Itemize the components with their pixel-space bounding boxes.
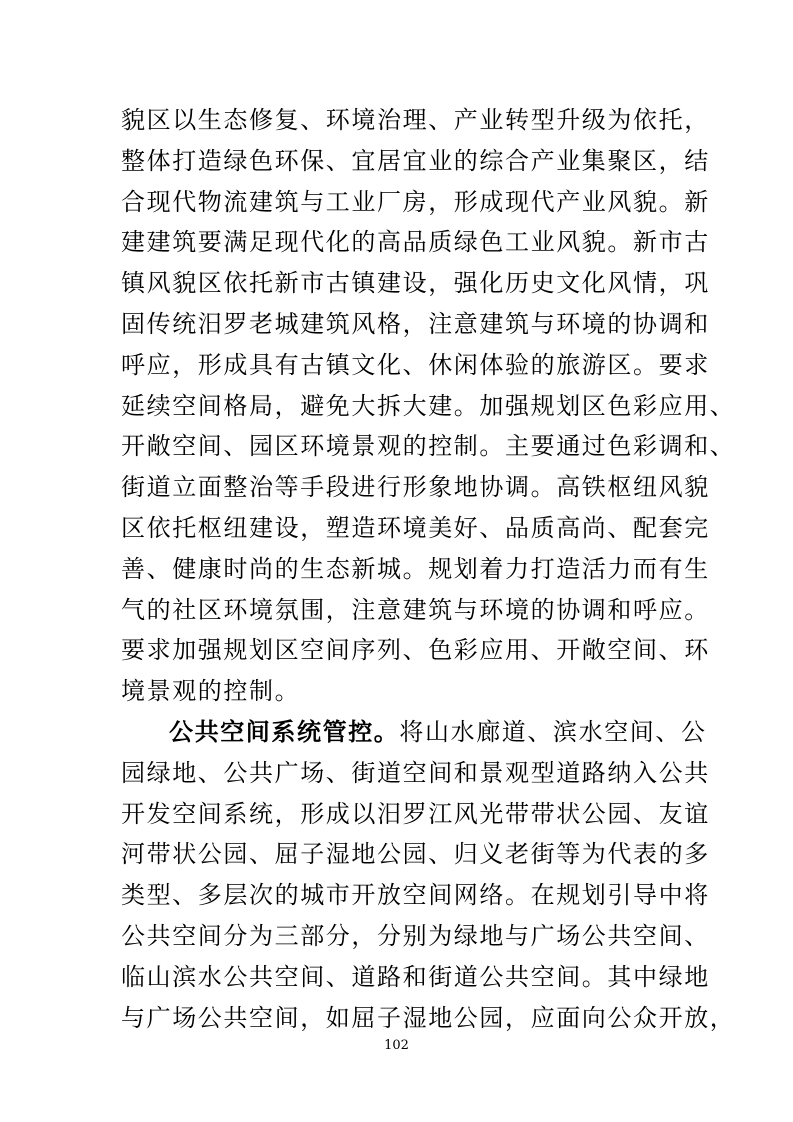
text-line: 镇风貌区依托新市古镇建设，强化历史文化风情，巩 — [121, 269, 710, 298]
paragraph-landscape-zones — [121, 100, 736, 712]
text-line: 区依托枢纽建设，塑造环境美好、品质高尚、配套完 — [121, 513, 710, 542]
text-line: 整体打造绿色环保、宜居宜业的综合产业集聚区，结 — [121, 146, 710, 175]
text-line: 与广场公共空间，如屈子湿地公园，应面向公众开放， — [121, 1003, 736, 1032]
text-line: 临山滨水公共空间、道路和街道公共空间。其中绿地 — [121, 962, 710, 991]
text-line: 善、健康时尚的生态新城。规划着力打造活力而有生 — [121, 554, 710, 583]
paragraph-first-line — [121, 712, 707, 753]
document-body — [121, 100, 736, 1038]
text-line: 类型、多层次的城市开放空间网络。在规划引导中将 — [121, 881, 710, 910]
text-line: 合现代物流建筑与工业厂房，形成现代产业风貌。新 — [121, 187, 710, 216]
text-line: 境景观的控制。 — [121, 677, 301, 706]
text-line: 延续空间格局，避免大拆大建。加强规划区色彩应用、 — [121, 391, 736, 420]
text-line: 河带状公园、屈子湿地公园、归义老街等为代表的多 — [121, 840, 710, 869]
page-number: 102 — [384, 1038, 409, 1053]
section-heading: 公共空间系统管控。 — [169, 717, 400, 746]
text-line: 开发空间系统，形成以汨罗江风光带带状公园、友谊 — [121, 799, 710, 828]
text-line: 气的社区环境氛围，注意建筑与环境的协调和呼应。 — [121, 595, 710, 624]
text-line: 开敞空间、园区环境景观的控制。主要通过色彩调和、 — [121, 432, 736, 461]
paragraph-public-space-control — [121, 712, 736, 1038]
text-run: 将山水廊道、滨水空间、公 — [399, 717, 707, 746]
text-line: 建建筑要满足现代化的高品质绿色工业风貌。新市古 — [121, 228, 710, 257]
text-line: 固传统汨罗老城建筑风格，注意建筑与环境的协调和 — [121, 309, 710, 338]
text-line: 要求加强规划区空间序列、色彩应用、开敞空间、环 — [121, 636, 710, 665]
text-line: 貌区以生态修复、环境治理、产业转型升级为依托， — [121, 106, 710, 134]
text-line: 呼应，形成具有古镇文化、休闲体验的旅游区。要求 — [121, 350, 710, 379]
text-line: 公共空间分为三部分，分别为绿地与广场公共空间、 — [121, 921, 710, 950]
text-line: 园绿地、公共广场、街道空间和景观型道路纳入公共 — [121, 758, 710, 787]
text-line: 街道立面整治等手段进行形象地协调。高铁枢纽风貌 — [121, 473, 710, 502]
